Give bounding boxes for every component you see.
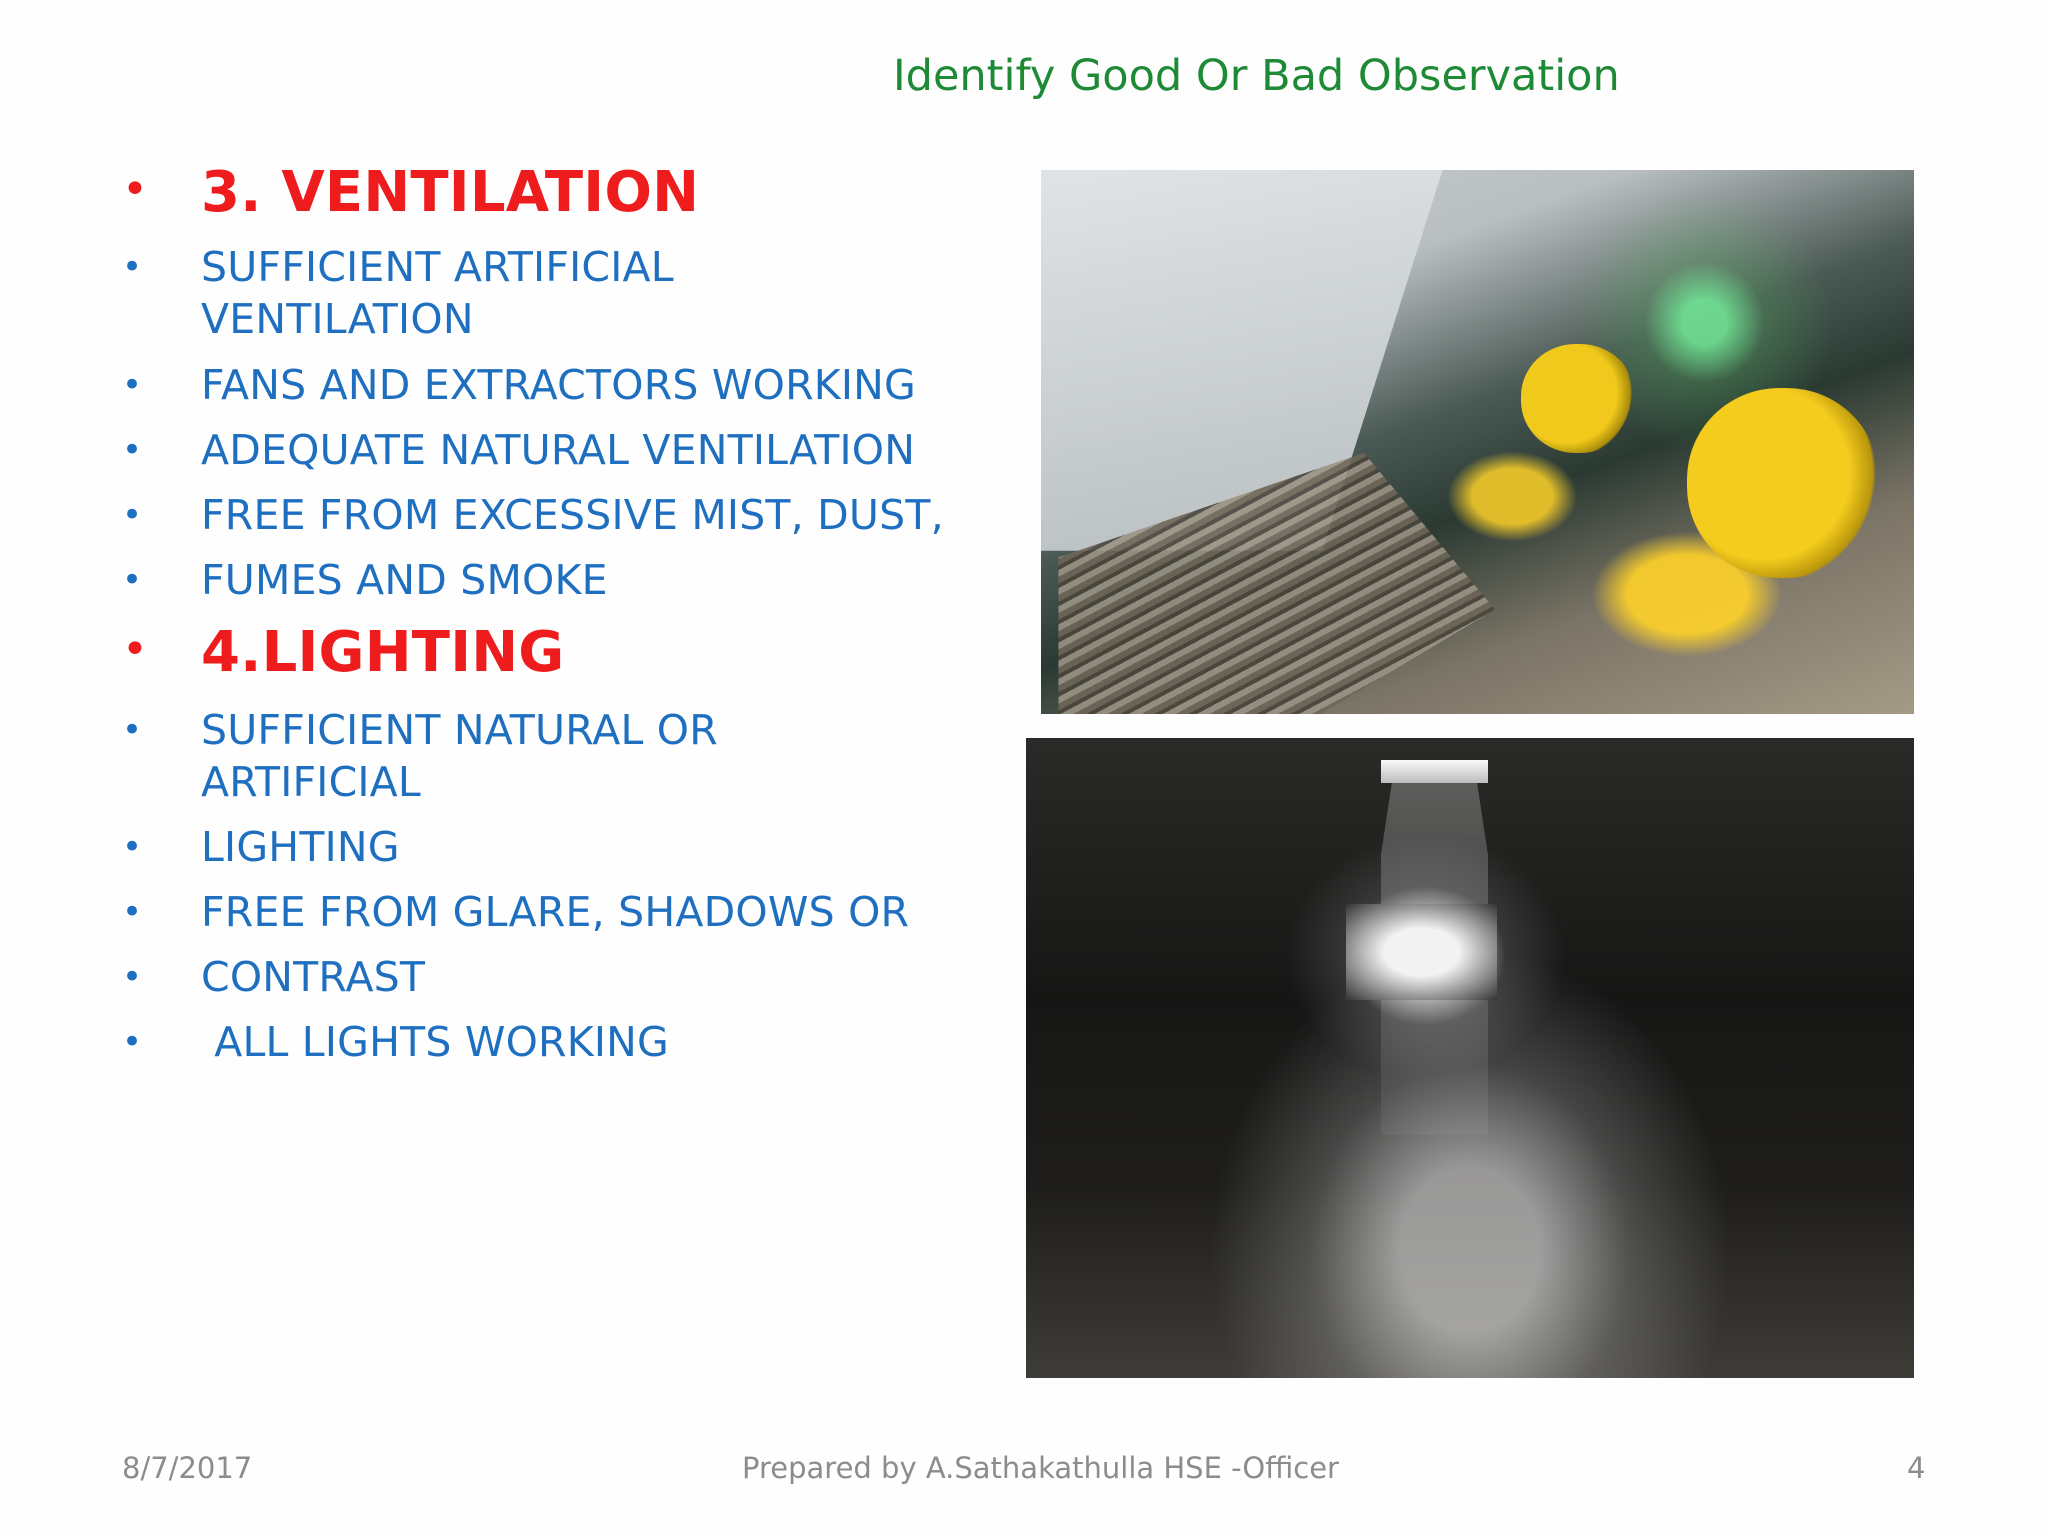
photo-skylight [1381,760,1488,782]
bullet-dot: • [122,247,143,287]
footer-author: Prepared by A.Sathakathulla HSE -Officer [742,1451,1339,1485]
bullet-dot: • [122,365,143,405]
bullet-dot: • [122,624,148,675]
footer-date: 8/7/2017 [122,1451,253,1485]
bullet-text-continued: ARTIFICIAL [201,758,421,806]
bullet-text: 3. VENTILATION [201,160,700,225]
bullet-text-continued: VENTILATION [201,295,474,343]
yellow-fan-small [1521,344,1634,453]
bullet-dot: • [122,164,148,215]
bullet-text: FANS AND EXTRACTORS WORKING [201,361,916,409]
bullet-text: ALL LIGHTS WORKING [201,1018,669,1066]
bullet-text: CONTRAST [201,953,426,1001]
bullet-dot: • [122,430,143,470]
bullet-dot: • [122,957,143,997]
dark-tunnel-photo [1026,738,1914,1378]
slide-title: Identify Good Or Bad Observation [893,51,1620,101]
bullet-dot: • [122,827,143,867]
bullet-text: FREE FROM EXCESSIVE MIST, DUST, [201,491,944,539]
bullet-dot: • [122,1022,143,1062]
yellow-fan-large [1687,388,1879,578]
bullet-text: 4.LIGHTING [201,620,565,685]
ventilation-site-photo [1041,170,1914,714]
bullet-list [0,0,1000,1100]
footer-page-number: 4 [1907,1451,1926,1485]
bullet-dot: • [122,710,143,750]
bullet-text: LIGHTING [201,823,400,871]
bullet-text: SUFFICIENT NATURAL OR [201,706,718,754]
bullet-text: ADEQUATE NATURAL VENTILATION [201,426,916,474]
bullet-dot: • [122,560,143,600]
bullet-text: FREE FROM GLARE, SHADOWS OR [201,888,910,936]
bullet-text: SUFFICIENT ARTIFICIAL [201,243,674,291]
photo-tunnel-opening [1346,904,1497,1000]
bullet-dot: • [122,495,143,535]
bullet-text: FUMES AND SMOKE [201,556,608,604]
bullet-dot: • [122,892,143,932]
